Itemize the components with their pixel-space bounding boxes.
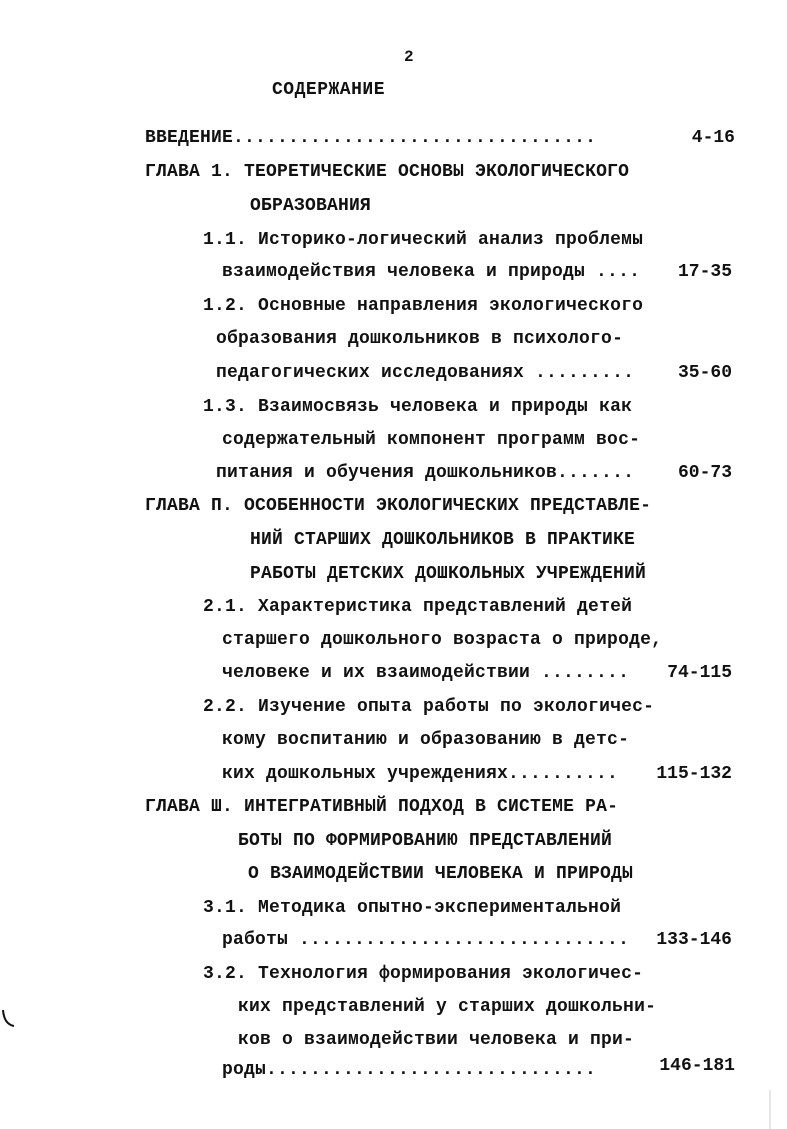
chapter-2-heading: ГЛАВА П. ОСОБЕННОСТИ ЭКОЛОГИЧЕСКИХ ПРЕДСТАВЛЕ- [145, 496, 652, 516]
toc-entry-1-3: 1.3. Взаимосвязь человека и природы как [203, 397, 633, 417]
toc-entry-2-2: 2.2. Изучение опыта работы по экологичес- [203, 697, 655, 717]
toc-entry-3-1: 3.1. Методика опытно-экспериментальной [203, 898, 622, 918]
toc-pages-3-1: 133-146 [656, 930, 732, 950]
scan-edge-mark [765, 1090, 775, 1129]
toc-entry-2-2-cont: кому воспитанию и образованию в детс- [222, 730, 630, 750]
toc-entry-2-1-cont2: человеке и их взаимодействии ........ [222, 663, 630, 683]
toc-entry-1-2: 1.2. Основные направления экологического [203, 296, 644, 316]
toc-entry-2-2-cont2: ких дошкольных учреждениях.......... [222, 764, 619, 784]
toc-entry-1-3-cont: содержательный компонент программ вос- [222, 430, 641, 450]
toc-entry-intro: ВВЕДЕНИЕ................................. [145, 128, 597, 148]
page-number: 2 [404, 48, 414, 66]
chapter-1-heading-cont: ОБРАЗОВАНИЯ [250, 196, 372, 216]
toc-entry-1-1: 1.1. Историко-логический анализ проблемы [203, 230, 644, 250]
toc-pages-2-2: 115-132 [656, 764, 732, 784]
chapter-3-heading: ГЛАВА Ш. ИНТЕГРАТИВНЫЙ ПОДХОД В СИСТЕМЕ РА- [145, 797, 619, 817]
chapter-3-heading-cont2: О ВЗАИМОДЕЙСТВИИ ЧЕЛОВЕКА И ПРИРОДЫ [248, 864, 634, 884]
toc-entry-2-1: 2.1. Характеристика представлений детей [203, 597, 633, 617]
chapter-3-heading-cont: БОТЫ ПО ФОРМИРОВАНИЮ ПРЕДСТАВЛЕНИЙ [238, 831, 613, 851]
toc-entry-1-3-cont2: питания и обучения дошкольников....... [216, 463, 635, 483]
chapter-2-heading-cont2: РАБОТЫ ДЕТСКИХ ДОШКОЛЬНЫХ УЧРЕЖДЕНИЙ [250, 564, 647, 584]
toc-entry-1-2-cont2: педагогических исследованиях ......... [216, 363, 635, 383]
toc-pages-1-1: 17-35 [677, 262, 732, 282]
toc-entry-3-2-cont3: роды.............................. [222, 1060, 597, 1080]
chapter-2-heading-cont: НИЙ СТАРШИХ ДОШКОЛЬНИКОВ В ПРАКТИКЕ [250, 530, 636, 550]
toc-entry-3-1-cont: работы .............................. [222, 930, 630, 950]
toc-entry-3-2: 3.2. Технология формирования экологичес- [203, 964, 644, 984]
scan-mark [0, 1006, 20, 1030]
toc-title: СОДЕРЖАНИЕ [272, 80, 386, 100]
toc-pages-1-3: 60-73 [677, 463, 732, 483]
toc-pages-intro: 4-16 [691, 128, 735, 148]
toc-entry-2-1-cont: старшего дошкольного возраста о природе, [222, 630, 663, 650]
chapter-1-heading: ГЛАВА 1. ТЕОРЕТИЧЕСКИЕ ОСНОВЫ ЭКОЛОГИЧЕСКОГО [145, 162, 630, 182]
toc-entry-3-2-cont: ких представлений у старших дошкольни- [238, 997, 657, 1017]
toc-entry-3-2-cont2: ков о взаимодействии человека и при- [238, 1030, 635, 1050]
toc-pages-1-2: 35-60 [677, 363, 732, 383]
toc-entry-1-1-cont: взаимодействия человека и природы .... [222, 262, 641, 282]
toc-pages-3-2: 146-181 [659, 1056, 735, 1076]
toc-entry-1-2-cont: образования дошкольников в психолого- [216, 329, 624, 349]
toc-pages-2-1: 74-115 [667, 663, 732, 683]
